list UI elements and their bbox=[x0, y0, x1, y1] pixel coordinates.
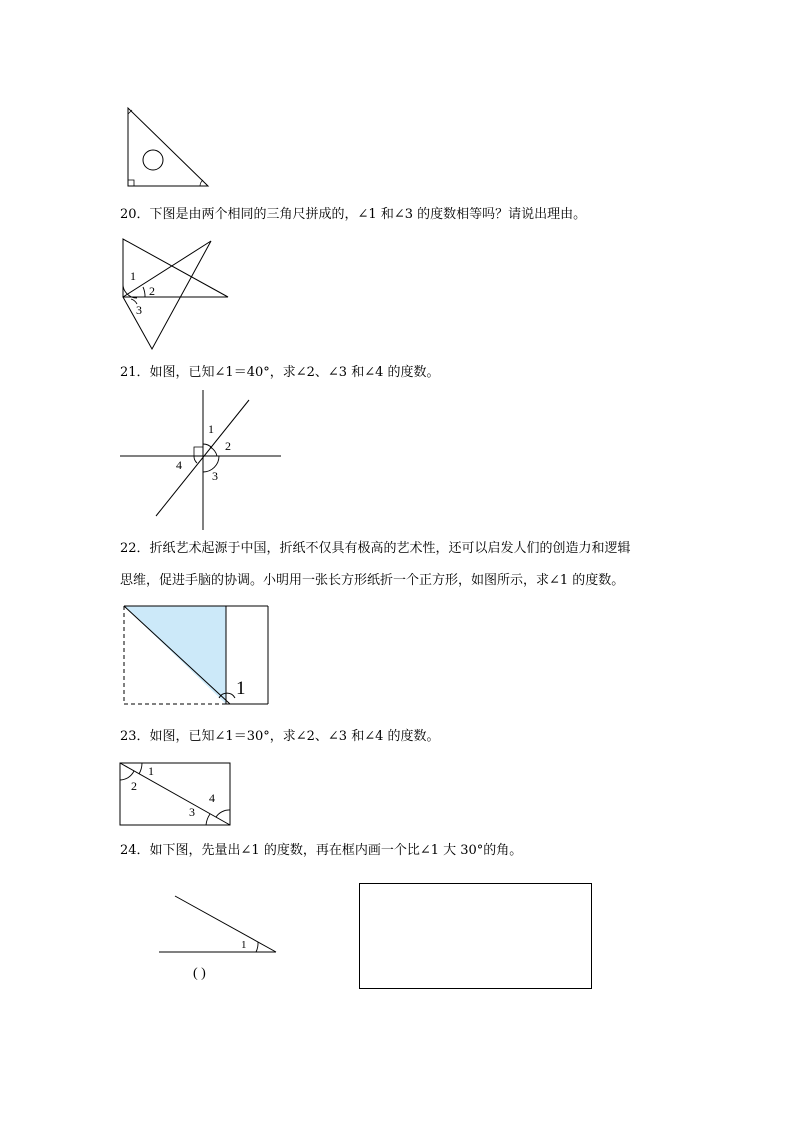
drawing-box[interactable] bbox=[359, 883, 592, 989]
question-22-line-1: 22．折纸艺术起源于中国，折纸不仅具有极高的艺术性，还可以启发人们的创造力和逻辑 bbox=[120, 541, 631, 556]
question-21-text: 21．如图，已知∠1＝40°，求∠2、∠3 和∠4 的度数。 bbox=[120, 365, 440, 380]
angle-3-label: 3 bbox=[136, 303, 142, 317]
question-23-text: 23．如图，已知∠1＝30°，求∠2、∠3 和∠4 的度数。 bbox=[120, 729, 440, 744]
angle-2-label: 2 bbox=[225, 439, 231, 453]
answer-blank: ( ) bbox=[193, 966, 206, 981]
question-20-figure bbox=[115, 233, 235, 353]
angle-1-label: 1 bbox=[208, 422, 214, 436]
angle-3-label: 3 bbox=[189, 805, 195, 819]
question-22-line-2: 思维，促进手脑的协调。小明用一张长方形纸折一个正方形，如图所示，求∠1 的度数。 bbox=[120, 573, 625, 588]
angle-2-label: 2 bbox=[131, 779, 137, 793]
triangle-ruler-figure bbox=[120, 100, 220, 192]
question-24-text: 24．如下图，先量出∠1 的度数，再在框内画一个比∠1 大 30°的角。 bbox=[120, 843, 523, 858]
question-20-text: 20．下图是由两个相同的三角尺拼成的，∠1 和∠3 的度数相等吗？请说出理由。 bbox=[120, 207, 587, 222]
question-21-figure bbox=[118, 388, 286, 534]
question-22-figure bbox=[118, 602, 272, 710]
angle-1-label: 1 bbox=[130, 269, 136, 283]
angle-4-label: 4 bbox=[176, 458, 182, 472]
angle-2-label: 2 bbox=[149, 284, 155, 298]
angle-1-label: 1 bbox=[241, 939, 247, 951]
question-23-figure bbox=[118, 760, 234, 828]
angle-4-label: 4 bbox=[209, 791, 215, 805]
angle-1-label: 1 bbox=[236, 678, 246, 699]
question-24-angle-figure bbox=[155, 890, 283, 986]
angle-1-label: 1 bbox=[148, 764, 154, 778]
angle-3-label: 3 bbox=[212, 469, 218, 483]
